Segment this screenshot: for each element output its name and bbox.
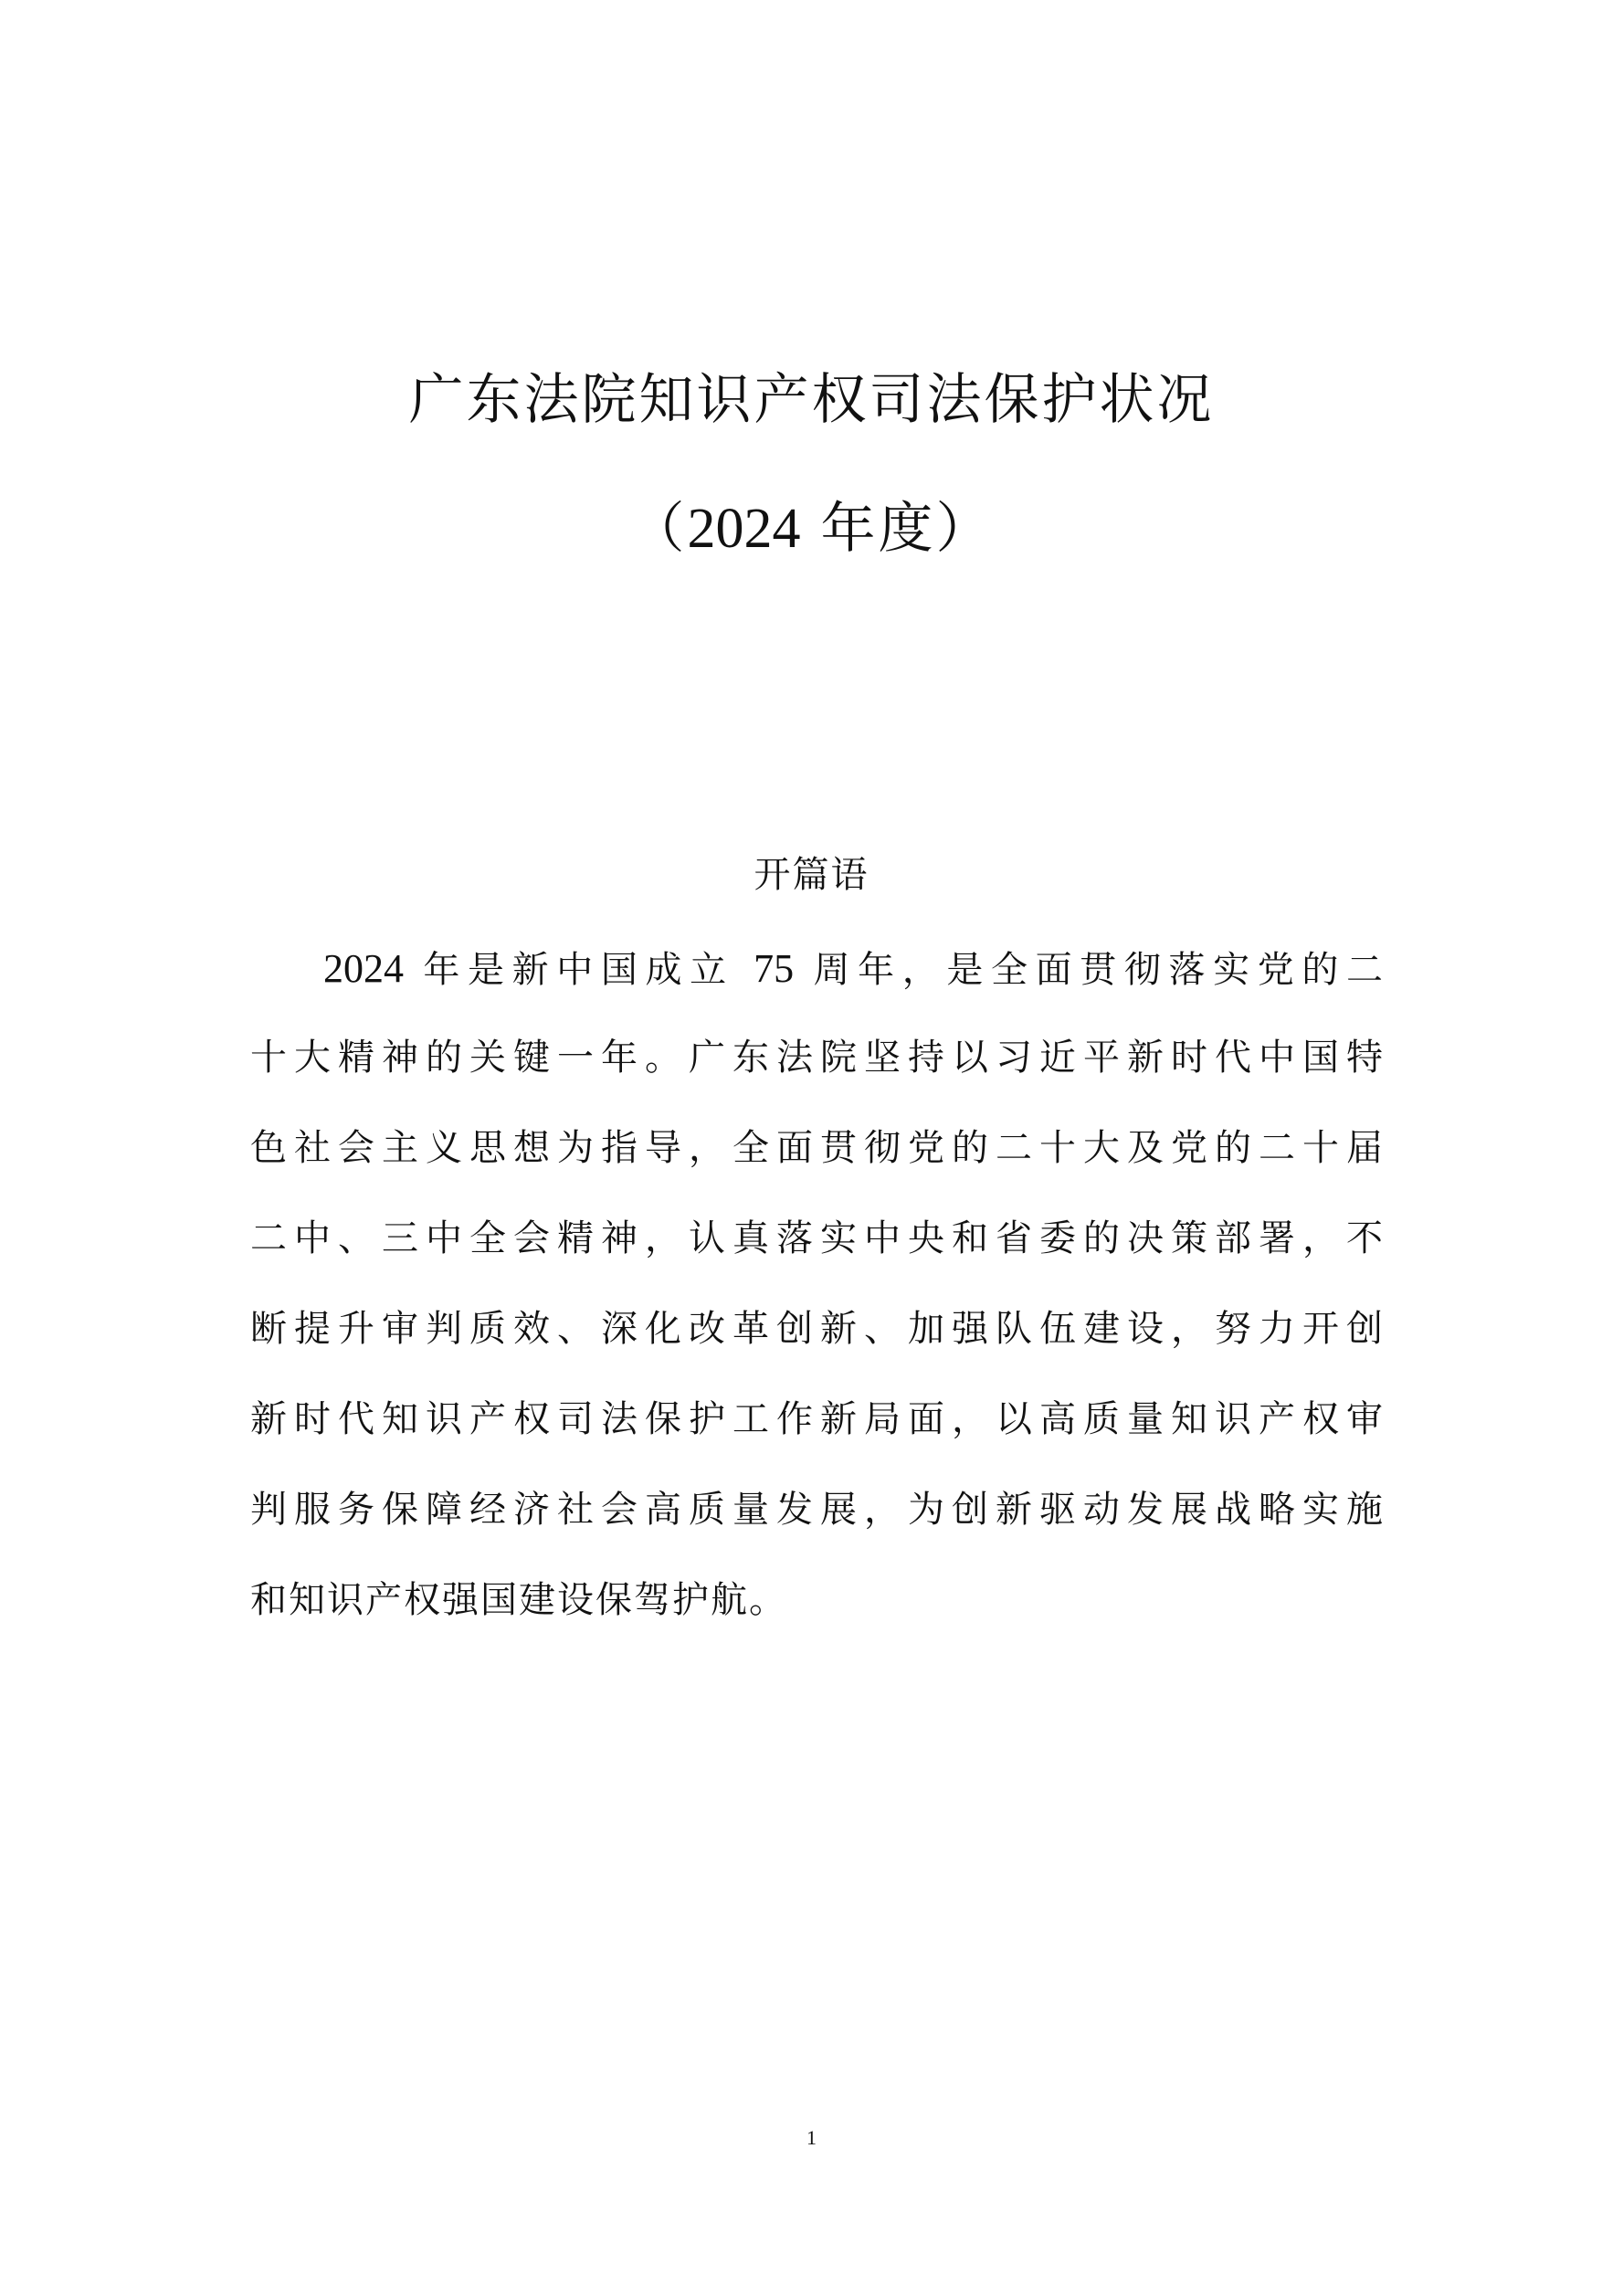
paragraph-line bbox=[323, 946, 1383, 991]
paragraph-line: 断提升审判质效、深化改革创新、加强队伍建设，努力开创 bbox=[250, 1308, 1383, 1350]
paragraph-text: 年是新中国成立 bbox=[404, 949, 754, 991]
paragraph-line: 十大精神的关键一年。广东法院坚持以习近平新时代中国特 bbox=[250, 1037, 1383, 1079]
page-number: 1 bbox=[806, 2126, 817, 2149]
paragraph-line: 和知识产权强国建设保驾护航。 bbox=[250, 1579, 787, 1621]
subtitle-close-paren: ） bbox=[935, 497, 994, 561]
document-title: 广东法院知识产权司法保护状况 bbox=[408, 368, 1215, 432]
paragraph-line: 判服务保障经济社会高质量发展，为创新驱动发展战略实施 bbox=[250, 1489, 1383, 1531]
paragraph-anniversary: 75 bbox=[754, 946, 795, 991]
paragraph-line: 二中、三中全会精神，认真落实中央和省委的决策部署，不 bbox=[250, 1217, 1383, 1259]
subtitle-year-label: 年度 bbox=[800, 497, 936, 561]
paragraph-year: 2024 bbox=[323, 946, 404, 991]
paragraph-text: 周年，是全面贯彻落实党的二 bbox=[794, 949, 1383, 991]
section-heading: 开篇语 bbox=[754, 854, 869, 896]
paragraph-line: 新时代知识产权司法保护工作新局面，以高质量知识产权审 bbox=[250, 1398, 1383, 1440]
paragraph-line: 色社会主义思想为指导，全面贯彻党的二十大及党的二十届 bbox=[250, 1127, 1383, 1169]
subtitle-year: 2024 bbox=[687, 498, 801, 560]
document-subtitle bbox=[0, 497, 1623, 561]
subtitle-open-paren: （ bbox=[629, 497, 688, 561]
